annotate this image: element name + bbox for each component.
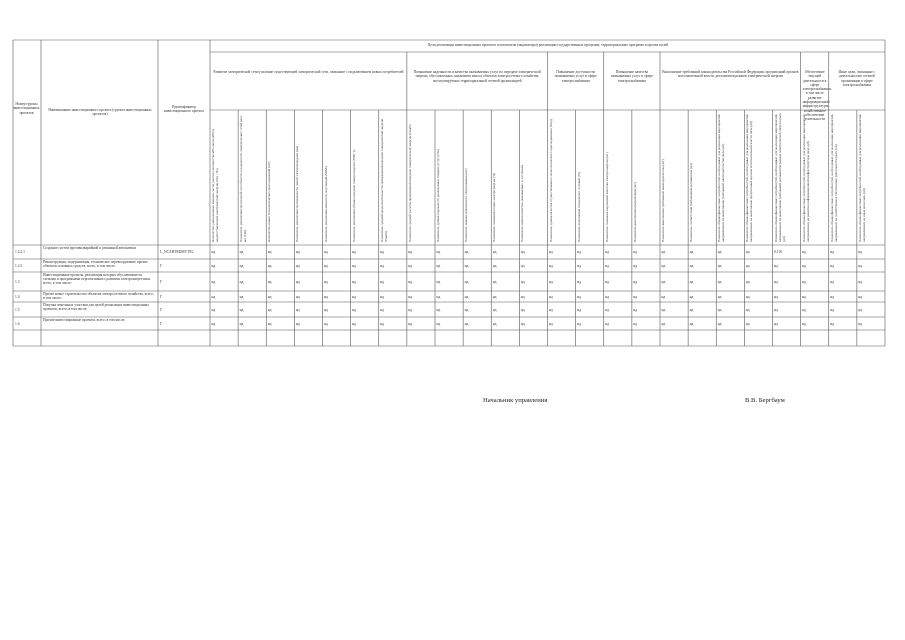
table-cell: нд xyxy=(211,307,216,312)
table-cell: нд xyxy=(324,279,328,284)
table-cell: нд xyxy=(380,250,385,254)
row-number: 1.5 xyxy=(15,307,20,312)
table-cell: нд xyxy=(689,294,694,299)
table-cell: нд xyxy=(689,250,694,254)
table-cell: нд xyxy=(858,294,863,299)
table-cell: нд xyxy=(605,307,610,312)
table-cell: нд xyxy=(661,294,666,299)
goal-group-header: Обеспечение текущей деятельности в сфере электроснабжения, в том числе развитие информационной инфраструктуры, хозяйственное обеспечение деятельности xyxy=(802,70,832,122)
table-cell: нд xyxy=(661,321,666,326)
table-cell: нд xyxy=(633,279,638,284)
table-cell: нд xyxy=(380,321,385,326)
indicator-header: Показатель объема финансовых потребностей, необходимых для реализации мероприятий, направленных на развитие информационной инфраструктуры (млн руб) xyxy=(801,113,810,242)
table-cell: нд xyxy=(324,307,328,312)
table-cell: нд xyxy=(605,263,610,268)
table-cell: нд xyxy=(802,294,806,299)
table-cell: нд xyxy=(295,279,300,284)
indicator-header: Показатель увеличения объема передачи электроэнергии (МВт·ч) xyxy=(351,149,356,242)
indicator-header: Показатель выполнения предписаний (шт) xyxy=(632,182,637,242)
row-identifier: Г xyxy=(160,307,163,312)
table-cell: нд xyxy=(858,263,863,268)
table-cell: нд xyxy=(464,321,469,326)
table-cell: нд xyxy=(352,250,356,254)
table-cell: нд xyxy=(380,263,385,268)
indicator-header: Показатель снижения потерь электроэнергии (%) xyxy=(492,172,497,242)
indicator-header: Количество уменьшенных машино-часов (часов) и количество кВт-часов (кВтч) недопоставленной электрической энергии (Пщ / Пэ) xyxy=(211,129,219,242)
table-cell: нд xyxy=(464,263,469,268)
indicator-header: Показатель объема финансовых потребностей, необходимых для реализации мероприятий, направленных на хозяйственное обеспечение деятельности (млн руб) xyxy=(829,113,838,242)
row-name: Инвестиционные проекты, реализация которых обуславливается схемами и программами перспективного развития электроэнергетики, всего, в том числе: xyxy=(43,273,151,286)
table-cell: нд xyxy=(633,263,638,268)
table-cell: нд xyxy=(211,263,216,268)
table-cell: нд xyxy=(745,279,750,284)
table-cell: нд xyxy=(577,263,581,268)
table-cell: нд xyxy=(408,279,413,284)
table-cell: нд xyxy=(549,279,553,284)
col-header-goals: Цели реализации инвестиционных проектов и показатели (индикаторы) реализации государственных программ, территориальных программ и прочих целей xyxy=(427,43,669,47)
table-cell: нд xyxy=(745,294,750,299)
indicator-header: Показатель объема финансовых потребностей, необходимых для реализации мероприятий, направленных на выполнение предписаний органов исполнительной власти (млн руб) xyxy=(745,113,754,242)
indicator-header: Количество новых технологических присоединений (шт) xyxy=(267,161,272,242)
table-cell: нд xyxy=(577,307,581,312)
row-identifier: Г xyxy=(160,294,163,299)
table-cell: нд xyxy=(802,321,806,326)
table-cell: нд xyxy=(239,279,244,284)
row-number: 1.2.2.1 xyxy=(15,250,25,254)
table-cell: нд xyxy=(774,263,778,268)
indicator-header: Показатель соответствия требованиям регламентов (шт) xyxy=(689,163,694,242)
table-cell: нд xyxy=(661,307,666,312)
table-cell: нд xyxy=(211,250,216,254)
table-cell: нд xyxy=(520,307,525,312)
table-cell: нд xyxy=(830,279,835,284)
table-cell: нд xyxy=(858,307,863,312)
table-cell: нд xyxy=(492,263,497,268)
table-cell: нд xyxy=(633,250,638,254)
goal-group-header: Иные цели, связанные с деятельностью сетевой организации в сфере электроснабжения xyxy=(838,70,876,87)
indicator-header: Показатель исполнения технических условий (%) xyxy=(576,172,581,242)
indicator-header: Показатель объема финансовых потребностей, необходимых для реализации мероприятий, направленных на иные цели (млн руб) xyxy=(857,113,866,242)
table-cell: нд xyxy=(239,307,244,312)
table-cell: нд xyxy=(352,279,356,284)
investment-table xyxy=(13,40,885,346)
table-cell: нд xyxy=(549,263,553,268)
table-cell: нд xyxy=(661,279,666,284)
table-cell: нд xyxy=(858,321,863,326)
row-name: Покупка земельных участков для целей реализации инвестиционных проектов, всего, в том числе: xyxy=(43,303,150,312)
table-cell: нд xyxy=(267,321,272,326)
col-header-number: Номер группы инвестиционных проектов xyxy=(13,102,40,115)
row-identifier: Г xyxy=(160,279,163,284)
table-cell: нд xyxy=(492,294,497,299)
table-cell: нд xyxy=(408,263,413,268)
table-cell: нд xyxy=(717,294,722,299)
table-cell: нд xyxy=(717,321,722,326)
row-identifier: L_NCAHTRDMVTEL xyxy=(160,250,194,254)
table-cell: нд xyxy=(520,321,525,326)
table-cell: нд xyxy=(324,250,328,254)
table-cell: нд xyxy=(492,279,497,284)
table-cell: нд xyxy=(239,263,244,268)
table-cell: нд xyxy=(830,307,835,312)
table-cell: нд xyxy=(492,307,497,312)
table-cell: нд xyxy=(436,279,441,284)
table-cell: нд xyxy=(239,294,244,299)
table-cell: нд xyxy=(408,307,413,312)
table-cell: нд xyxy=(464,279,469,284)
table-cell: нд xyxy=(830,263,835,268)
row-identifier: Г xyxy=(160,263,163,268)
table-cell: нд xyxy=(267,279,272,284)
table-cell: нд xyxy=(492,250,497,254)
goal-group-header: Повышение качества оказываемых услуг в сфере электроснабжения xyxy=(610,70,653,83)
table-cell: нд xyxy=(239,250,244,254)
row-name: Реконструкция, модернизация, техническое перевооружение прочих объектов основных средств, всего, в том числе: xyxy=(43,260,148,269)
table-cell: нд xyxy=(717,279,722,284)
goal-group-header: Повышение надежности и качества оказываемых услуг по передаче электрической энергии, обусловленных снижением износа объектов электросетевого хозяйства, эксплуатируемых территориальной сетевой организацией xyxy=(413,70,541,83)
row-identifier: Г xyxy=(160,321,163,326)
table-cell: нд xyxy=(802,307,806,312)
table-cell: нд xyxy=(324,321,328,326)
table-cell: нд xyxy=(830,321,835,326)
indicator-header: Показатель уровня качества осуществляемого технологического присоединения (Птпр) xyxy=(548,119,553,242)
table-cell: нд xyxy=(352,307,356,312)
col-header-id: Идентификатор инвестиционного проекта xyxy=(164,105,204,114)
table-cell: нд xyxy=(577,321,581,326)
table-cell: нд xyxy=(830,250,835,254)
signature-name: В.В. Бергбаум xyxy=(745,397,785,404)
table-cell: нд xyxy=(408,250,413,254)
table-cell: нд xyxy=(520,250,525,254)
table-cell: нд xyxy=(408,294,413,299)
goal-group-header: Выполнение требований законодательства Российской Федерации, предписаний органов исполнительной власти, регламентов рынков электрической энергии xyxy=(662,70,799,79)
table-cell: нд xyxy=(774,321,778,326)
table-cell: нд xyxy=(661,250,666,254)
table-cell: нд xyxy=(774,307,778,312)
table-cell: нд xyxy=(802,263,806,268)
table-cell: нд xyxy=(830,294,835,299)
table-cell: нд xyxy=(211,321,216,326)
table-cell: нд xyxy=(745,263,750,268)
table-cell: нд xyxy=(211,294,216,299)
indicator-header: Показатель средней продолжительности прекращений передачи электрической энергии (Пsaidi) xyxy=(379,118,388,242)
table-cell: нд xyxy=(633,294,638,299)
col-header-name: Наименование инвестиционного проекта (группы инвестиционных проектов) xyxy=(48,108,152,117)
table-cell: нд xyxy=(745,307,750,312)
table-cell: нд xyxy=(774,294,778,299)
row-number: 1.6 xyxy=(15,321,20,326)
indicator-header: Показатель увеличения мощности подстанций (МВА) xyxy=(323,166,328,242)
table-cell: нд xyxy=(689,263,694,268)
table-cell: нд xyxy=(267,294,272,299)
table-cell: нд xyxy=(295,321,300,326)
table-cell: нд xyxy=(295,294,300,299)
indicator-header: Показатель средней частоты прекращений передачи электрической энергии (Пsaifi) xyxy=(407,124,412,242)
table-cell: нд xyxy=(577,294,581,299)
table-cell: нд xyxy=(858,279,863,284)
table-cell: нд xyxy=(436,263,441,268)
indicator-header: Показатель увеличения пропускной способности и надежности электрических сетей (кол-во) (Пщ) xyxy=(239,115,248,242)
table-cell: нд xyxy=(324,263,328,268)
table-cell: нд xyxy=(605,321,610,326)
table-cell: нд xyxy=(689,307,694,312)
table-cell: нд xyxy=(436,294,441,299)
table-cell: нд xyxy=(689,279,694,284)
table-cell: нд xyxy=(464,250,469,254)
table-cell: нд xyxy=(858,250,863,254)
indicator-header: Показатель уровня надежности реализуемых товаров (услуг) (Пн) xyxy=(436,149,440,242)
table-cell: нд xyxy=(689,321,694,326)
table-cell: нд xyxy=(295,263,300,268)
table-cell: нд xyxy=(802,279,806,284)
table-cell: нд xyxy=(408,321,413,326)
table-cell: нд xyxy=(352,263,356,268)
table-cell: нд xyxy=(464,307,469,312)
signature-position: Начальник управления xyxy=(483,397,548,404)
indicator-header: Показатель замены изношенного оборудования (шт) xyxy=(464,168,469,242)
table-cell: нд xyxy=(380,294,385,299)
row-name: Прочие инвестиционные проекты, всего, в том числе: xyxy=(43,318,126,322)
table-cell: нд xyxy=(267,307,272,312)
row-number: 1.3 xyxy=(15,279,20,284)
table-cell: нд xyxy=(380,279,385,284)
table-cell: нд xyxy=(267,263,272,268)
table-cell: нд xyxy=(549,307,553,312)
table-cell: нд xyxy=(577,279,581,284)
indicator-header: Показатель увеличения протяженности линий электропередачи (км) xyxy=(295,146,300,242)
table-cell: нд xyxy=(520,279,525,284)
table-cell: нд xyxy=(717,307,722,312)
table-cell: нд xyxy=(745,250,750,254)
table-cell: нд xyxy=(492,321,497,326)
table-cell: нд xyxy=(633,307,638,312)
table-cell: нд xyxy=(717,250,722,254)
table-cell: нд xyxy=(352,294,356,299)
table-cell: нд xyxy=(436,250,441,254)
table-cell: нд xyxy=(605,250,610,254)
table-cell: нд xyxy=(717,263,722,268)
table-cell: нд xyxy=(239,321,244,326)
indicator-header: Показатель снижения нарушений качества электроэнергии (шт) xyxy=(604,152,609,242)
table-cell: нд xyxy=(295,307,300,312)
table-cell: нд xyxy=(802,250,806,254)
indicator-header: Показатель выполнения требований законодательства (шт) xyxy=(661,159,665,242)
table-cell: нд xyxy=(577,250,581,254)
table-cell: нд xyxy=(295,250,300,254)
table-cell: нд xyxy=(436,321,441,326)
table-cell: нд xyxy=(436,307,441,312)
table-cell: нд xyxy=(352,321,356,326)
row-number: 1.4 xyxy=(15,294,20,299)
table-cell: нд xyxy=(605,294,610,299)
table-cell: нд xyxy=(549,321,553,326)
row-number: 1.2.3 xyxy=(15,263,23,268)
goal-group-header: Повышение доступности оказываемых услуг в сфере электроснабжения xyxy=(554,70,597,83)
table-cell: нд xyxy=(549,294,553,299)
table-cell: нд xyxy=(464,294,469,299)
goal-group-header: Развитие электрической сети/усиление существующей электрической сети, связанное с подключением новых потребителей xyxy=(213,70,404,74)
table-cell: нд xyxy=(520,294,525,299)
table-cell: нд xyxy=(633,321,638,326)
table-cell: нд xyxy=(211,279,216,284)
row-name: Создание систем противоаварийной и режимной автоматики xyxy=(43,246,137,250)
table-cell: нд xyxy=(520,263,525,268)
indicator-header: Показатель объема финансовых потребностей, необходимых для реализации мероприятий, направленных на выполнение требований регламентов рынков электрической энергии (млн руб) xyxy=(773,113,786,242)
table-cell: 0,116 xyxy=(774,250,782,254)
table-cell: нд xyxy=(661,263,666,268)
table-cell: нд xyxy=(324,294,328,299)
table-cell: нд xyxy=(549,250,553,254)
row-name: Прочее новое строительство объектов электросетевого хозяйства, всего, в том числе: xyxy=(43,292,154,301)
indicator-header: Показатель объема финансовых потребностей, необходимых для реализации мероприятий, направленных на выполнение требований законодательства (млн руб) xyxy=(717,113,726,242)
table-cell: нд xyxy=(605,279,610,284)
table-cell: нд xyxy=(267,250,272,254)
table-cell: нд xyxy=(774,279,778,284)
table-cell: нд xyxy=(380,307,385,312)
table-cell: нд xyxy=(745,321,750,326)
indicator-header: Показатель оценки качества оказываемых услуг (Ккач) xyxy=(520,164,525,242)
